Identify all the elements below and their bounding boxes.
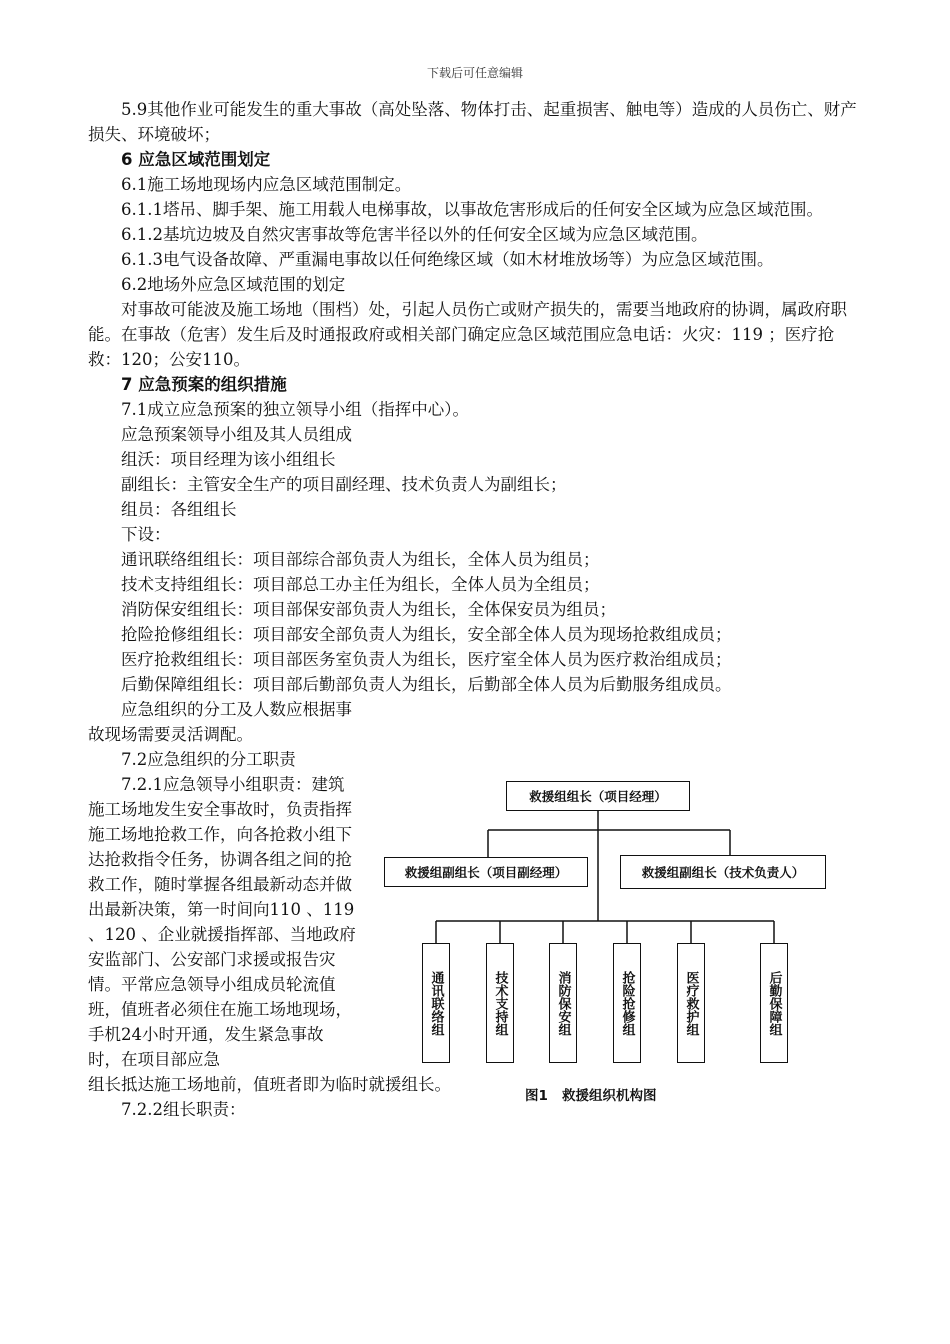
paragraph-6-1-1: 6.1.1塔吊、脚手架、施工用载人电梯事故，以事故危害形成后的任何安全区域为应急区域范围。 (121, 200, 823, 219)
leader-line: 组沃：项目经理为该小组组长 (121, 450, 336, 469)
paragraph-6-2-body: 对事故可能波及施工场地（围档）处，引起人员伤亡或财产损失的，需要当地政府的协调，属政府职能。在事故（危害）发生后及时通报政府或相关部门确定应急区域范围应急电话：火灾：119 ；医疗抢救：120；公安110。 (88, 300, 847, 369)
deputy-leader-line: 副组长：主管安全生产的项目副经理、技术负责人为副组长； (121, 475, 567, 494)
paragraph-6-1-2: 6.1.2基坑边坡及自然灾害事故等危害半径以外的任何安全区域为应急区域范围。 (121, 225, 708, 244)
chart-box-medical: 医疗救护组 (677, 943, 705, 1063)
chart-box-tech-support: 技术支持组 (486, 943, 514, 1063)
chart-box-logistics: 后勤保障组 (760, 943, 788, 1063)
rescue-repair-group-line: 抢险抢修组组长：项目部安全部负责人为组长，安全部全体人员为现场抢救组成员； (121, 625, 732, 644)
chart-box-fire-security: 消防保安组 (549, 943, 577, 1063)
page-header: 下载后可任意编辑 (426, 66, 523, 80)
paragraph-7-2-2: 7.2.2组长职责： (121, 1100, 246, 1119)
logistics-group-line: 后勤保障组组长：项目部后勤部负责人为组长，后勤部全体人员为后勤服务组成员。 (121, 675, 732, 694)
tech-support-group-line: 技术支持组组长：项目部总工办主任为组长，全体人员为全组员； (121, 575, 600, 594)
section-heading-7: 7 应急预案的组织措施 (121, 375, 287, 394)
paragraph-7-2: 7.2应急组织的分工职责 (121, 750, 296, 769)
paragraph-6-1-3: 6.1.3电气设备故障、严重漏电事故以任何绝缘区域（如木材堆放场等）为应急区域范围。 (121, 250, 774, 269)
communication-group-line: 通讯联络组组长：项目部综合部负责人为组长，全体人员为组员； (121, 550, 600, 569)
medical-rescue-group-line: 医疗抢救组组长：项目部医务室负责人为组长，医疗室全体人员为医疗救治组成员； (121, 650, 732, 669)
chart-box-deputy-right: 救援组副组长（技术负责人） (620, 855, 826, 889)
section-heading-6: 6 应急区域范围划定 (121, 150, 271, 169)
subgroups-line: 下设： (121, 525, 171, 544)
paragraph-7-2-1-continued: 组长抵达施工场地前，值班者即为临时就援组长。 (88, 1075, 451, 1094)
paragraph-6-2: 6.2地场外应急区域范围的划定 (121, 275, 346, 294)
paragraph-5-9: 5.9其他作业可能发生的重大事故（高处坠落、物体打击、起重损害、触电等）造成的人员伤亡、财产损失、环境破坏； (88, 100, 857, 144)
org-chart (380, 775, 850, 1115)
paragraph-7-2-1: 7.2.1应急领导小组职责：建筑施工场地发生安全事故时，负责指挥施工场地抢救工作，向各抢救小组下达抢救指令任务，协调各组之间的抢救工作，随时掌握各组最新动态并做出最新决策，第一时间向110 、119 、120 、企业就援指挥部、当地政府安监部门、公安部门求援或报告灾情。平常应急领导小组成员轮流值班，值班者必须住在施工场地现场，手机24小时开通，发生紧急事故时，在项目部应急 (88, 775, 356, 1069)
paragraph-6-1: 6.1施工场地现场内应急区域范围制定。 (121, 175, 412, 194)
chart-box-communication: 通讯联络组 (422, 943, 450, 1063)
chart-caption: 图1 救援组织机构图 (525, 1088, 657, 1104)
paragraph-7-1: 7.1成立应急预案的独立领导小组（指挥中心）。 (121, 400, 469, 419)
members-line: 组员：各组组长 (121, 500, 237, 519)
adjustment-note: 应急组织的分工及人数应根据事故现场需要灵活调配。 (88, 700, 352, 744)
chart-box-deputy-left: 救援组副组长（项目副经理） (384, 857, 588, 887)
chart-box-rescue-repair: 抢险抢修组 (613, 943, 641, 1063)
chart-box-leader: 救援组组长（项目经理） (506, 781, 690, 811)
fire-security-group-line: 消防保安组组长：项目部保安部负责人为组长，全体保安员为组员； (121, 600, 616, 619)
leadership-group-intro: 应急预案领导小组及其人员组成 (121, 425, 352, 444)
